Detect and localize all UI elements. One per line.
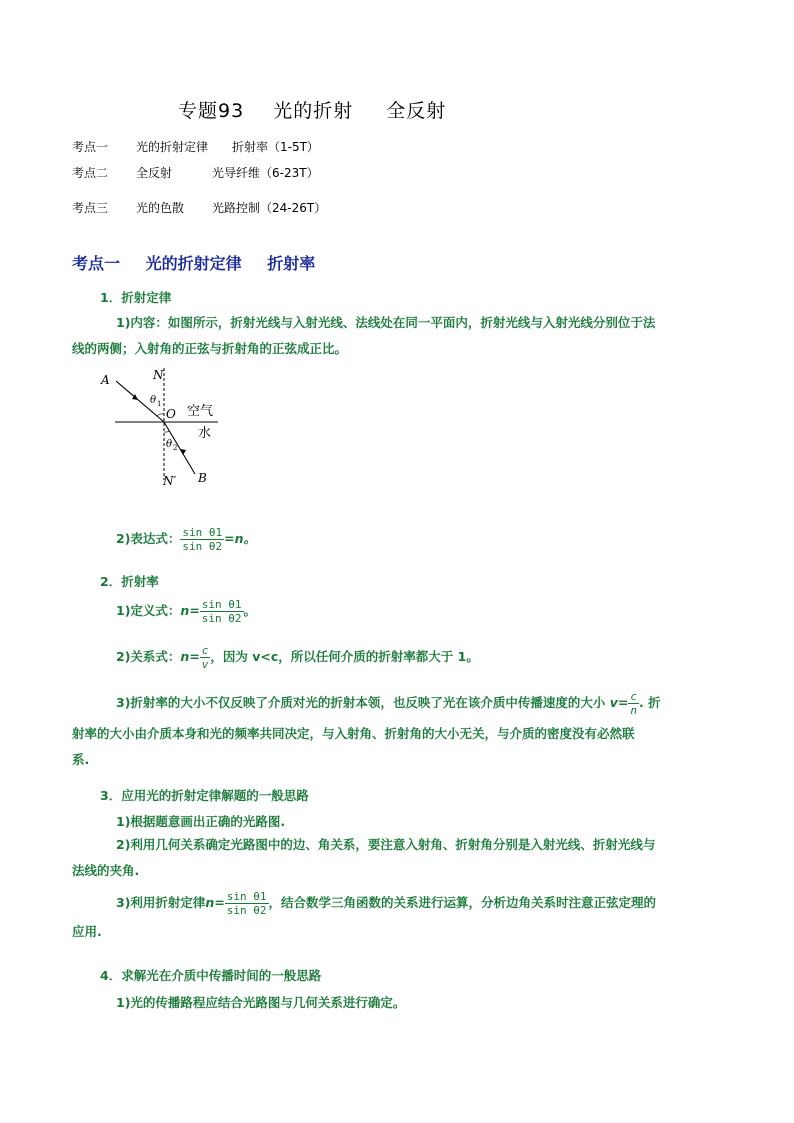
section-heading (72, 251, 315, 274)
toc-item-2 (72, 164, 319, 181)
relation-prefix: 2)关系式： (116, 649, 181, 664)
label-theta2-sub: 2 (173, 444, 178, 452)
definition-fraction (200, 598, 244, 625)
paragraph-index (72, 690, 732, 773)
paragraph-line: 系. (72, 752, 90, 767)
fraction-denominator: sin θ2 (182, 540, 223, 553)
paragraph-line: 射率的大小由介质本身和光的频率共同决定，与入射角、折射角的大小无关，与介质的密度没有必然联 (72, 726, 635, 741)
c-over-v-fraction (200, 644, 211, 671)
label-N: N (153, 368, 164, 382)
definition-prefix: 1)定义式： (116, 603, 181, 618)
n-equals: n= (180, 649, 200, 664)
label-B: B (198, 471, 207, 485)
title-part1: 光的折射 (273, 100, 354, 122)
paragraph-line: 线的两侧；入射角的正弦与折射角的正弦成正比。 (72, 341, 348, 356)
snell-fraction (225, 890, 269, 917)
page-title (178, 96, 446, 123)
paragraph-line: 2)利用几何关系确定光路图中的边、角关系，要注意入射角、折射角分别是入射光线、折射光线与 (116, 837, 656, 852)
relation-suffix: ，因为 v<c，所以任何介质的折射率都大于 1。 (210, 649, 479, 664)
paragraph-text: 3)利用折射定律 (116, 895, 206, 910)
fraction-denominator: sin θ2 (201, 612, 242, 625)
toc-b: 光路控制（24-26T） (212, 201, 327, 215)
label-water: 水 (198, 426, 212, 441)
step-3 (72, 890, 732, 945)
n-equals: n= (205, 895, 225, 910)
fraction-numerator: c (201, 644, 209, 657)
label-theta2: θ (166, 439, 173, 450)
label-Nprime: N′ (163, 474, 177, 488)
expression-suffix: =n。 (224, 531, 257, 546)
fraction-numerator: c (630, 690, 638, 703)
toc-item-3 (72, 199, 326, 216)
heading-3: 3．应用光的折射定律解题的一般思路 (100, 788, 309, 803)
label-theta1: θ (150, 395, 157, 406)
toc-a: 光的折射定律 (136, 140, 209, 154)
fraction-denominator: v (201, 658, 209, 671)
toc-a: 全反射 (136, 166, 173, 180)
heading-4: 4．求解光在介质中传播时间的一般思路 (100, 968, 322, 983)
paragraph-content (72, 310, 732, 362)
title-part2: 全反射 (386, 100, 447, 122)
definition-line (116, 598, 256, 625)
fraction-denominator: sin θ2 (226, 904, 267, 917)
step-4-1: 1)光的传播路程应结合光路图与几何关系进行确定。 (116, 995, 406, 1010)
label-air: 空气 (187, 404, 214, 419)
toc-b: 光导纤维（6-23T） (212, 166, 319, 180)
toc-item-1 (72, 138, 319, 155)
n-equals: n= (180, 603, 200, 618)
definition-suffix: 。 (243, 603, 257, 618)
v-equals: v= (609, 695, 629, 710)
toc-b: 折射率（1-5T） (232, 140, 319, 154)
fraction-denominator: n (630, 704, 638, 717)
section-label: 考点一 (72, 254, 121, 273)
label-theta1-sub: 1 (157, 400, 162, 408)
step-2 (72, 832, 732, 884)
paragraph-line (72, 890, 732, 917)
sine-ratio-fraction (180, 526, 224, 553)
relation-line (116, 644, 479, 671)
label-O: O (166, 407, 176, 421)
paragraph-line: 应用. (72, 924, 102, 939)
paragraph-line: 1)内容：如图所示，折射光线与入射光线、法线处在同一平面内，折射光线与入射光线分别位于法 (116, 315, 656, 330)
paragraph-text: 3)折射率的大小不仅反映了介质对光的折射本领，也反映了光在该介质中传播速度的大小 (116, 695, 606, 710)
paragraph-line (72, 690, 732, 717)
title-topic: 专题93 (178, 100, 245, 122)
paragraph-line: 法线的夹角. (72, 863, 140, 878)
fraction-numerator: sin θ1 (182, 526, 223, 539)
paragraph-text: ，结合数学三角函数的关系进行运算，分析边角关系时注意正弦定理的 (268, 895, 657, 910)
fraction-numerator: sin θ1 (226, 890, 267, 903)
toc-label: 考点一 (72, 140, 109, 154)
toc-a: 光的色散 (136, 201, 185, 215)
heading-1: 1．折射定律 (100, 290, 172, 305)
step-1: 1)根据题意画出正确的光路图. (116, 814, 286, 829)
toc-label: 考点二 (72, 166, 109, 180)
expression-line (116, 526, 256, 553)
fraction-numerator: sin θ1 (201, 598, 242, 611)
section-b: 折射率 (267, 254, 316, 273)
expression-prefix: 2)表达式： (116, 531, 181, 546)
paragraph-text: . 折 (639, 695, 661, 710)
heading-2: 2．折射率 (100, 574, 159, 589)
c-over-n-fraction (628, 690, 639, 717)
toc-label: 考点三 (72, 201, 109, 215)
section-a: 光的折射定律 (145, 254, 242, 273)
refraction-diagram (94, 362, 234, 490)
label-A: A (101, 373, 110, 387)
